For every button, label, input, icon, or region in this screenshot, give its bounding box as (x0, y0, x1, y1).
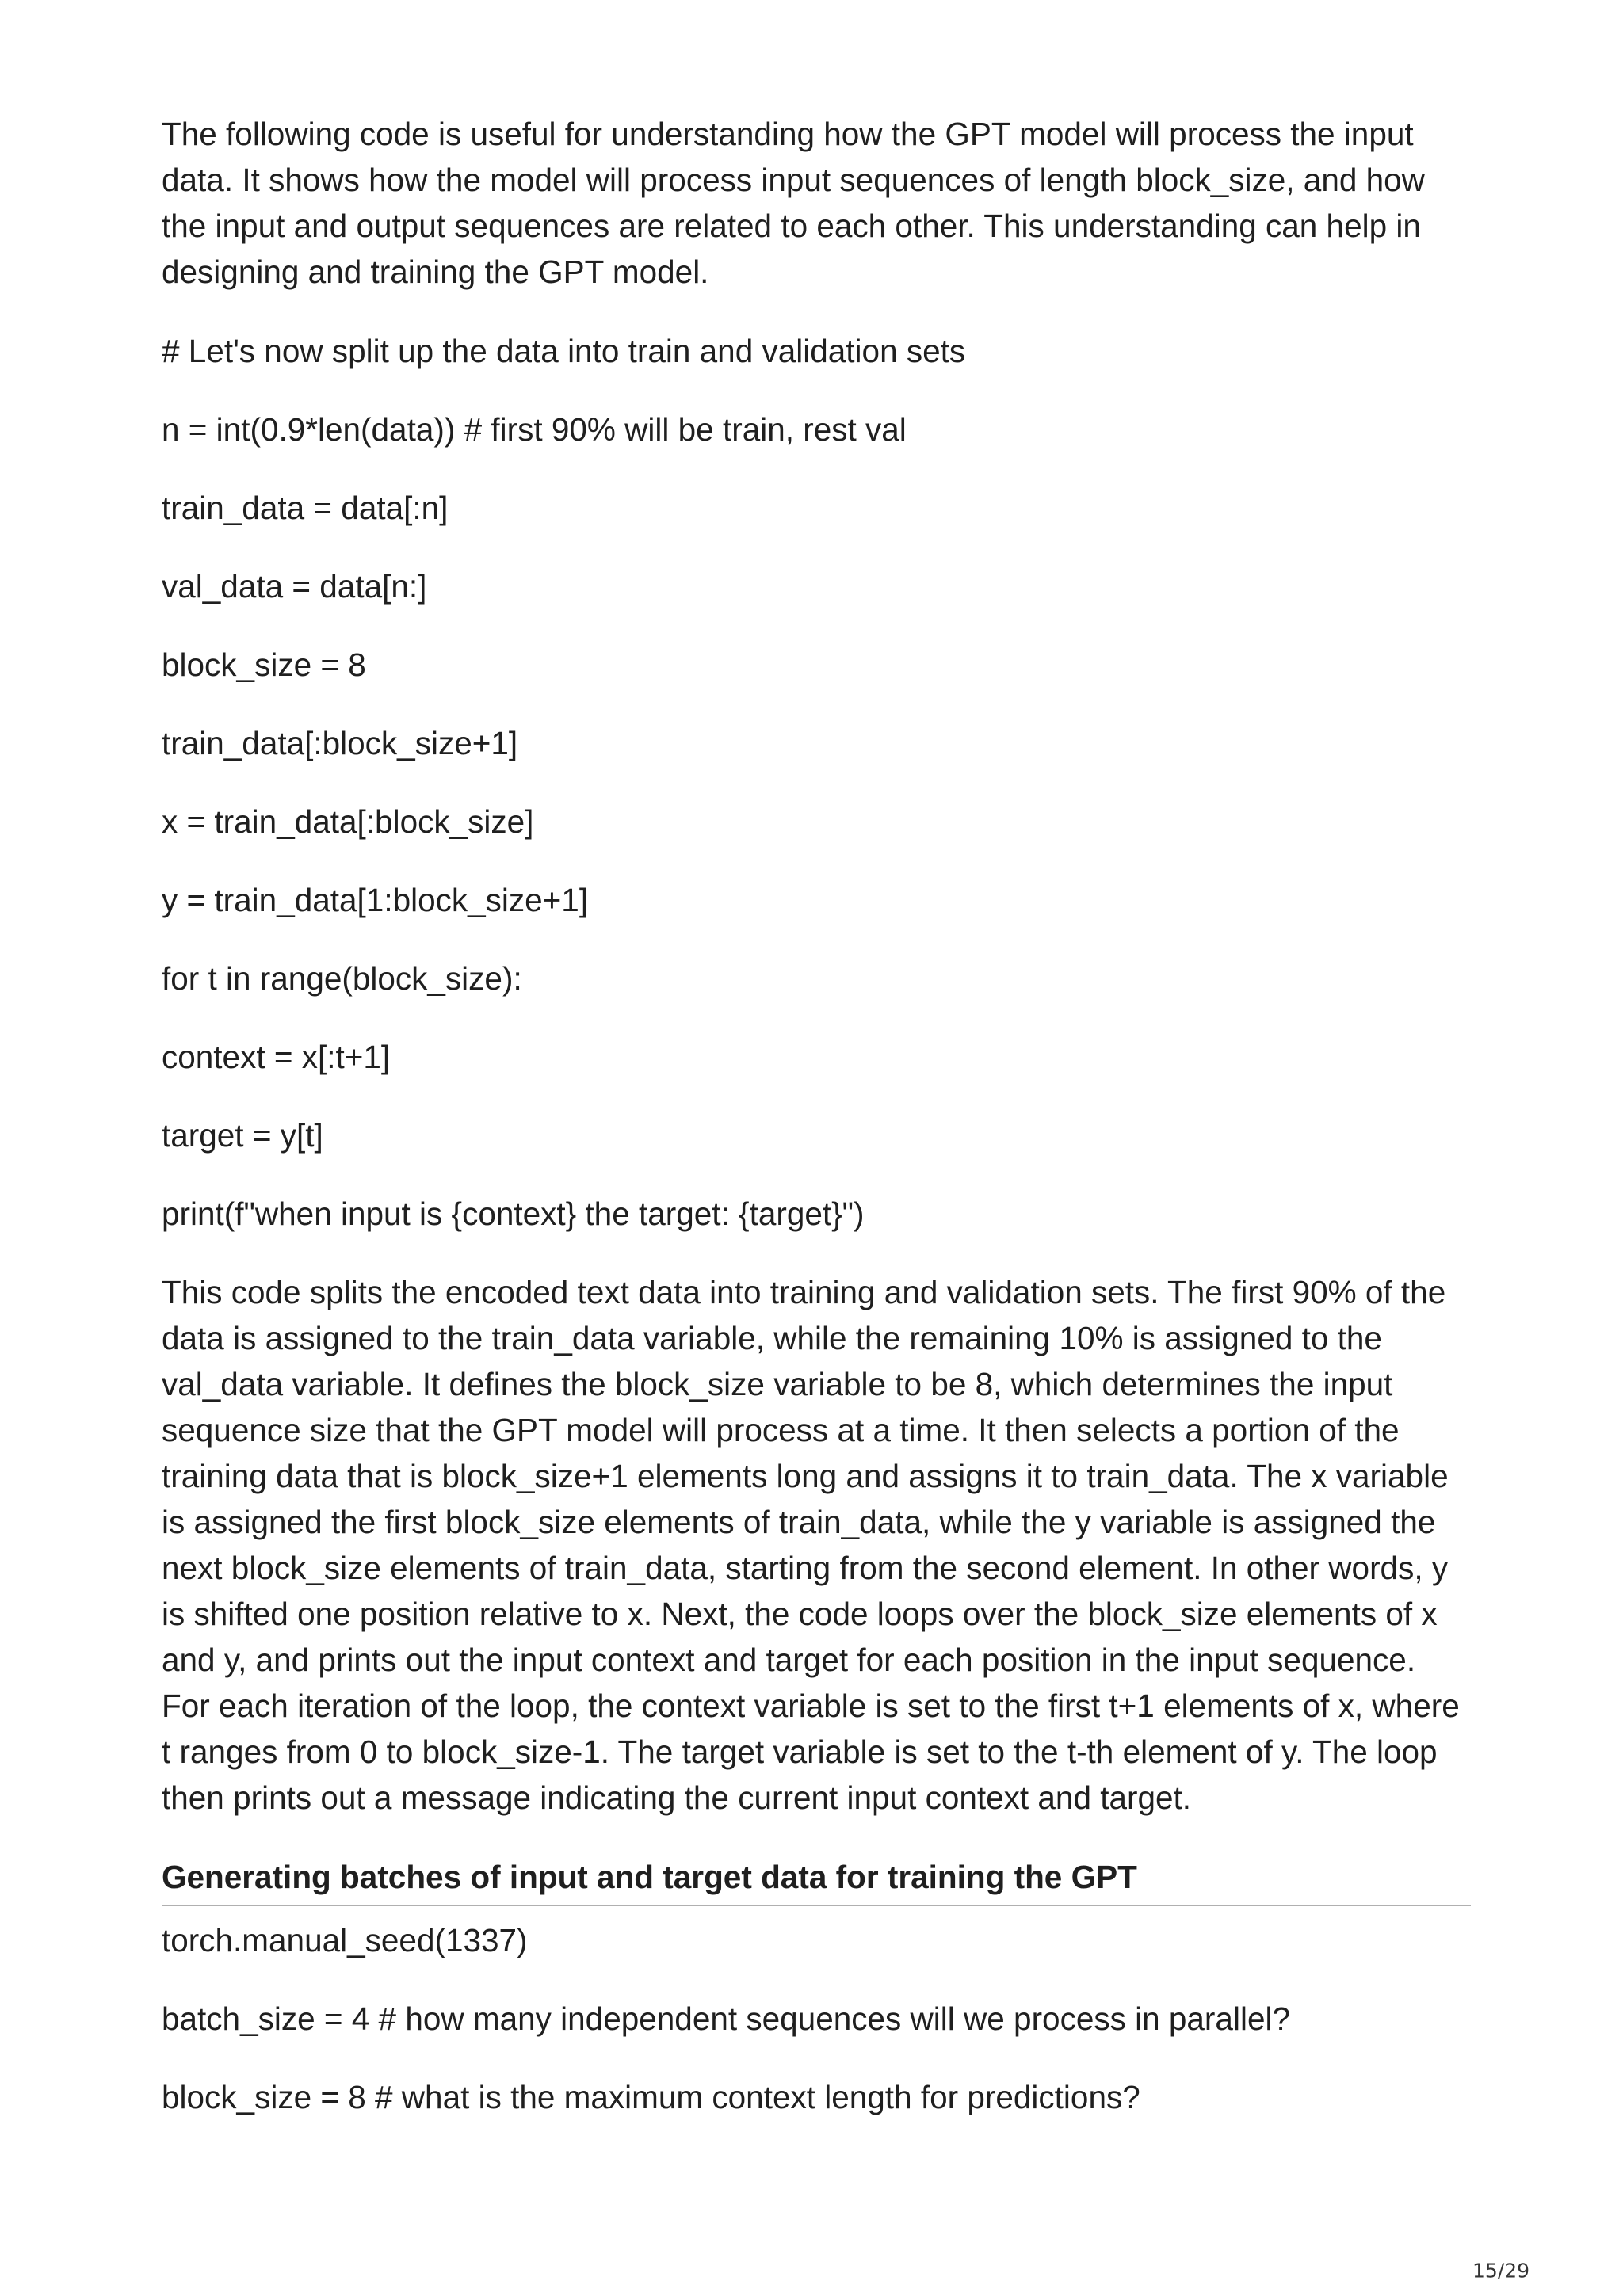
code-line: block_size = 8 # what is the maximum context length for predictions? (162, 2079, 1140, 2115)
code-line: print(f"when input is {context} the target: {target}") (162, 1196, 865, 1232)
explanation-paragraph: This code splits the encoded text data into training and validation sets. The first 90% of the data is assigned to the train_data variable, while the remaining 10% is assigned to the val_data variable. It defines the block_size variable to be 8, which determines the input sequence size that the GPT model will process at a time. It then selects a portion of the training data that is block_size+1 elements long and assigns it to train_data. The x variable is assigned the first block_size elements of train_data, while the y variable is assigned the next block_size elements of train_data, starting from the second element. In other words, y is shifted one position relative to x. Next, the code loops over the block_size elements of x and y, and prints out the input context and target for each position in the input sequence. For each iteration of the loop, the context variable is set to the first t+1 elements of x, where t ranges from 0 to block_size-1. The target variable is set to the t-th element of y. The loop then prints out a message indicating the current input context and target. (162, 1274, 1460, 1816)
code-line: y = train_data[1:block_size+1] (162, 882, 589, 918)
code-line: batch_size = 4 # how many independent sequences will we process in parallel? (162, 2000, 1290, 2037)
code-block-batches (162, 1917, 1471, 2120)
code-line: block_size = 8 (162, 646, 366, 683)
code-line: context = x[:t+1] (162, 1039, 391, 1075)
code-line: n = int(0.9*len(data)) # first 90% will be train, rest val (162, 411, 907, 448)
section-heading: Generating batches of input and target data for training the GPT (162, 1854, 1471, 1906)
code-line: x = train_data[:block_size] (162, 803, 534, 840)
code-line: torch.manual_seed(1337) (162, 1922, 528, 1958)
document-page (162, 111, 1471, 2153)
page-number: 15/29 (1472, 2259, 1529, 2283)
code-line: # Let's now split up the data into train and validation sets (162, 333, 966, 369)
code-block-split-data (162, 328, 1471, 1237)
intro-paragraph: The following code is useful for understanding how the GPT model will process the input data. It shows how the model will process input sequences of length block_size, and how the input and output sequences are related to each other. This understanding can help in designing and training the GPT model. (162, 116, 1425, 290)
code-line: for t in range(block_size): (162, 960, 522, 997)
code-line: train_data = data[:n] (162, 490, 449, 526)
code-line: val_data = data[n:] (162, 568, 427, 605)
code-line: target = y[t] (162, 1117, 323, 1154)
code-line: train_data[:block_size+1] (162, 725, 518, 761)
